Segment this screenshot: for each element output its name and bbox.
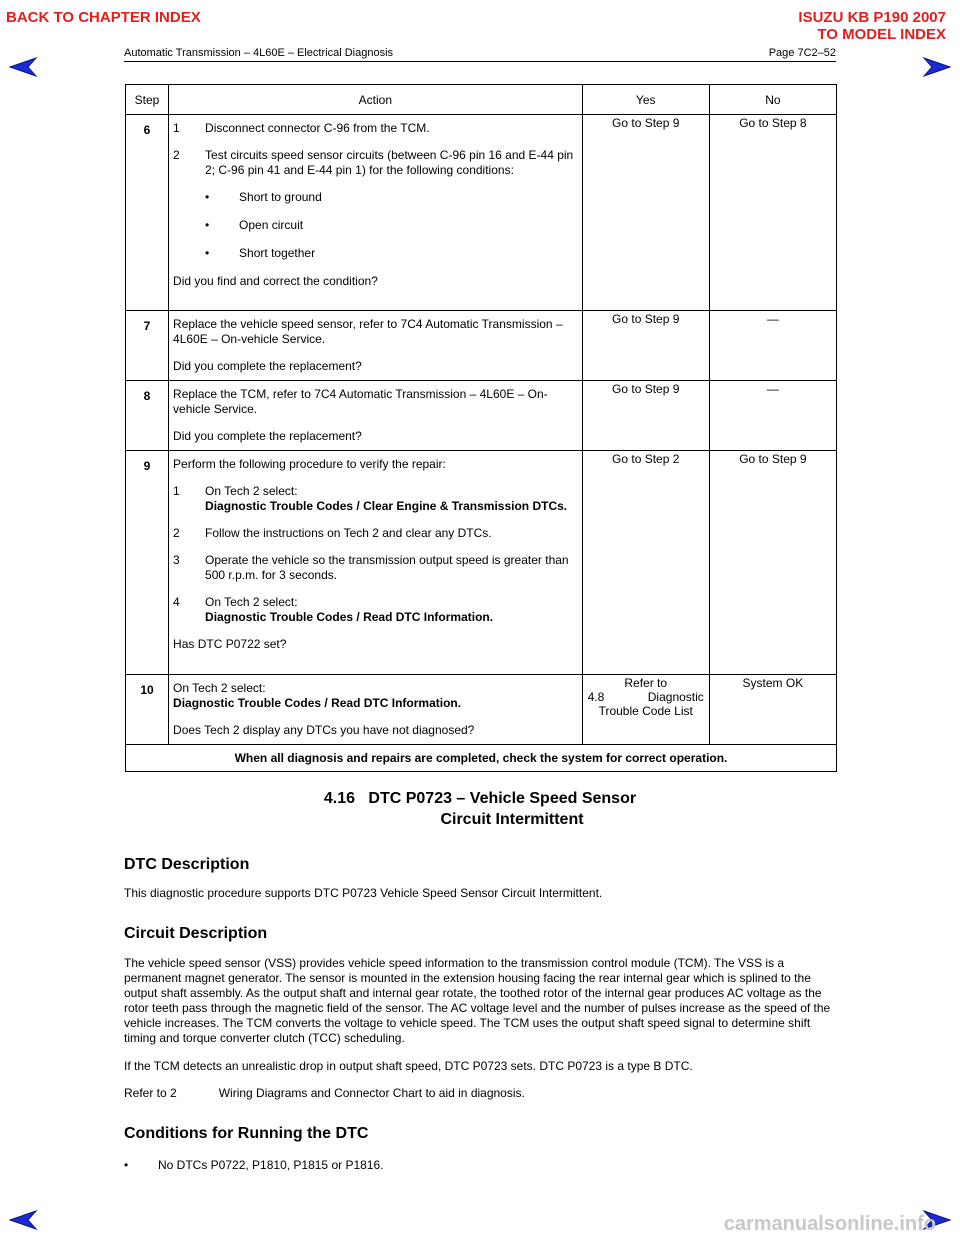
watermark: carmanualsonline.info bbox=[723, 1213, 936, 1235]
header-no: No bbox=[709, 85, 836, 115]
step-number: 9 bbox=[126, 451, 169, 675]
bullet-icon: • bbox=[205, 190, 210, 204]
diagnostic-steps-table bbox=[125, 84, 837, 772]
list-item: 2 Test circuits speed sensor circuits (between C-96 pin 16 and E-44 pin 2; C-96 pin 41 and E-44 pin 1) for the following conditions: bbox=[173, 148, 574, 177]
section-title-line1: DTC P0723 – Vehicle Speed Sensor bbox=[368, 790, 637, 807]
step-instruction: Replace the TCM, refer to 7C4 Automatic Transmission – 4L60E – On-vehicle Service. bbox=[173, 387, 548, 416]
yes-result: Go to Step 9 bbox=[582, 311, 709, 381]
step-question: Has DTC P0722 set? bbox=[173, 637, 287, 651]
table-row bbox=[126, 115, 837, 311]
table-row bbox=[126, 451, 837, 675]
header-action: Action bbox=[169, 85, 583, 115]
bullet-item: • Open circuit bbox=[205, 218, 304, 232]
tech2-menu-path: Diagnostic Trouble Codes / Read DTC Information. bbox=[173, 696, 462, 710]
running-header bbox=[124, 47, 836, 62]
back-to-chapter-index-link[interactable]: BACK TO CHAPTER INDEX bbox=[6, 9, 201, 26]
tech2-menu-path: Diagnostic Trouble Codes / Read DTC Information. bbox=[205, 610, 494, 624]
dtc-description-heading: DTC Description bbox=[124, 856, 250, 873]
step-action bbox=[169, 381, 583, 451]
section-title bbox=[0, 788, 960, 830]
no-result: System OK bbox=[709, 675, 836, 745]
dtc-description-text: This diagnostic procedure supports DTC P0723 Vehicle Speed Sensor Circuit Intermittent. bbox=[124, 886, 603, 900]
prev-page-arrow-icon[interactable] bbox=[8, 55, 38, 79]
step-action: On Tech 2 select: Diagnostic Trouble Codes / Read DTC Information. Does Tech 2 display any DTCs you have not diagnosed? bbox=[169, 675, 583, 745]
step-question: Did you complete the replacement? bbox=[173, 429, 362, 443]
model-index-title[interactable] bbox=[798, 9, 946, 43]
list-item: 4 On Tech 2 select: Diagnostic Trouble Codes / Read DTC Information. bbox=[173, 595, 494, 624]
list-item: 1 On Tech 2 select: Diagnostic Trouble Codes / Clear Engine & Transmission DTCs. bbox=[173, 484, 568, 513]
step-intro: Perform the following procedure to verify the repair: bbox=[173, 457, 446, 471]
step-number: 7 bbox=[126, 311, 169, 381]
header-step: Step bbox=[126, 85, 169, 115]
step-action bbox=[169, 115, 583, 311]
header-chapter-title: Automatic Transmission – 4L60E – Electrical Diagnosis bbox=[124, 47, 394, 59]
section-number: 4.16 bbox=[323, 790, 356, 807]
circuit-description-para1: The vehicle speed sensor (VSS) provides vehicle speed information to the transmission control module (TCM). The VSS is a permanent magnet generator. The sensor is mounted in the extension housing facing the rear internal gear which is splined to the output shaft assembly. As the output shaft and internal gear rotate, the toothed rotor of the internal gear produces AC voltage as the rotor teeth pass through the magnetic field of the sensor. The AC voltage level and the number of pulses increase as the speed of the vehicle increases. The TCM converts the voltage to vehicle speed. The TCM uses the output shaft speed signal to determine shift timing and torque converter clutch (TCC) scheduling. bbox=[124, 956, 831, 1045]
step-question: Did you find and correct the condition? bbox=[173, 274, 378, 288]
table-row bbox=[126, 675, 837, 745]
step-instruction: Replace the vehicle speed sensor, refer to 7C4 Automatic Transmission – 4L60E – On-vehicle Service. bbox=[173, 317, 563, 346]
section-title-line2: Circuit Intermittent bbox=[440, 811, 584, 828]
yes-result: Go to Step 2 bbox=[582, 451, 709, 675]
list-item: 2 Follow the instructions on Tech 2 and clear any DTCs. bbox=[173, 526, 492, 540]
header-page-number: Page 7C2–52 bbox=[768, 47, 836, 59]
condition-bullet-item: • No DTCs P0722, P1810, P1815 or P1816. bbox=[124, 1158, 384, 1172]
step-question: Does Tech 2 display any DTCs you have not diagnosed? bbox=[173, 723, 475, 737]
model-name: ISUZU KB P190 2007 bbox=[798, 9, 946, 26]
circuit-description-para2: If the TCM detects an unrealistic drop in output shaft speed, DTC P0723 sets. DTC P0723 is a type B DTC. bbox=[124, 1059, 693, 1073]
list-item: 1 Disconnect connector C-96 from the TCM. bbox=[173, 121, 430, 135]
no-result: — bbox=[709, 311, 836, 381]
list-item: 3 Operate the vehicle so the transmission output speed is greater than 500 r.p.m. for 3 seconds. bbox=[173, 553, 569, 582]
no-result: Go to Step 8 bbox=[709, 115, 836, 311]
table-footer-row bbox=[126, 745, 837, 772]
step-number: 10 bbox=[126, 675, 169, 745]
step-number: 8 bbox=[126, 381, 169, 451]
yes-result: Go to Step 9 bbox=[582, 115, 709, 311]
no-result: — bbox=[709, 381, 836, 451]
table-header-row bbox=[126, 85, 837, 115]
next-page-arrow-icon[interactable] bbox=[922, 55, 952, 79]
bullet-icon: • bbox=[205, 218, 210, 232]
circuit-description-heading: Circuit Description bbox=[124, 925, 268, 942]
bullet-icon: • bbox=[205, 246, 210, 260]
table-footer-note: When all diagnosis and repairs are completed, check the system for correct operation. bbox=[126, 745, 837, 772]
step-number: 6 bbox=[126, 115, 169, 311]
yes-result: Go to Step 9 bbox=[582, 381, 709, 451]
table-row bbox=[126, 311, 837, 381]
yes-result: Refer to 4.8 Diagnostic Trouble Code List bbox=[582, 675, 709, 745]
wiring-diagram-reference: Refer to 2 Wiring Diagrams and Connector Chart to aid in diagnosis. bbox=[124, 1086, 525, 1100]
tech2-menu-path: Diagnostic Trouble Codes / Clear Engine & Transmission DTCs. bbox=[205, 499, 568, 513]
step-question: Did you complete the replacement? bbox=[173, 359, 362, 373]
bullet-item: • Short to ground bbox=[205, 190, 322, 204]
conditions-heading: Conditions for Running the DTC bbox=[124, 1125, 369, 1142]
header-yes: Yes bbox=[582, 85, 709, 115]
bullet-icon: • bbox=[124, 1158, 129, 1172]
no-result: Go to Step 9 bbox=[709, 451, 836, 675]
to-model-index-link[interactable]: TO MODEL INDEX bbox=[817, 26, 946, 43]
table-row bbox=[126, 381, 837, 451]
bullet-item: • Short together bbox=[205, 246, 316, 260]
step-action bbox=[169, 451, 583, 675]
prev-page-bottom-arrow-icon[interactable] bbox=[8, 1208, 38, 1232]
step-action bbox=[169, 311, 583, 381]
